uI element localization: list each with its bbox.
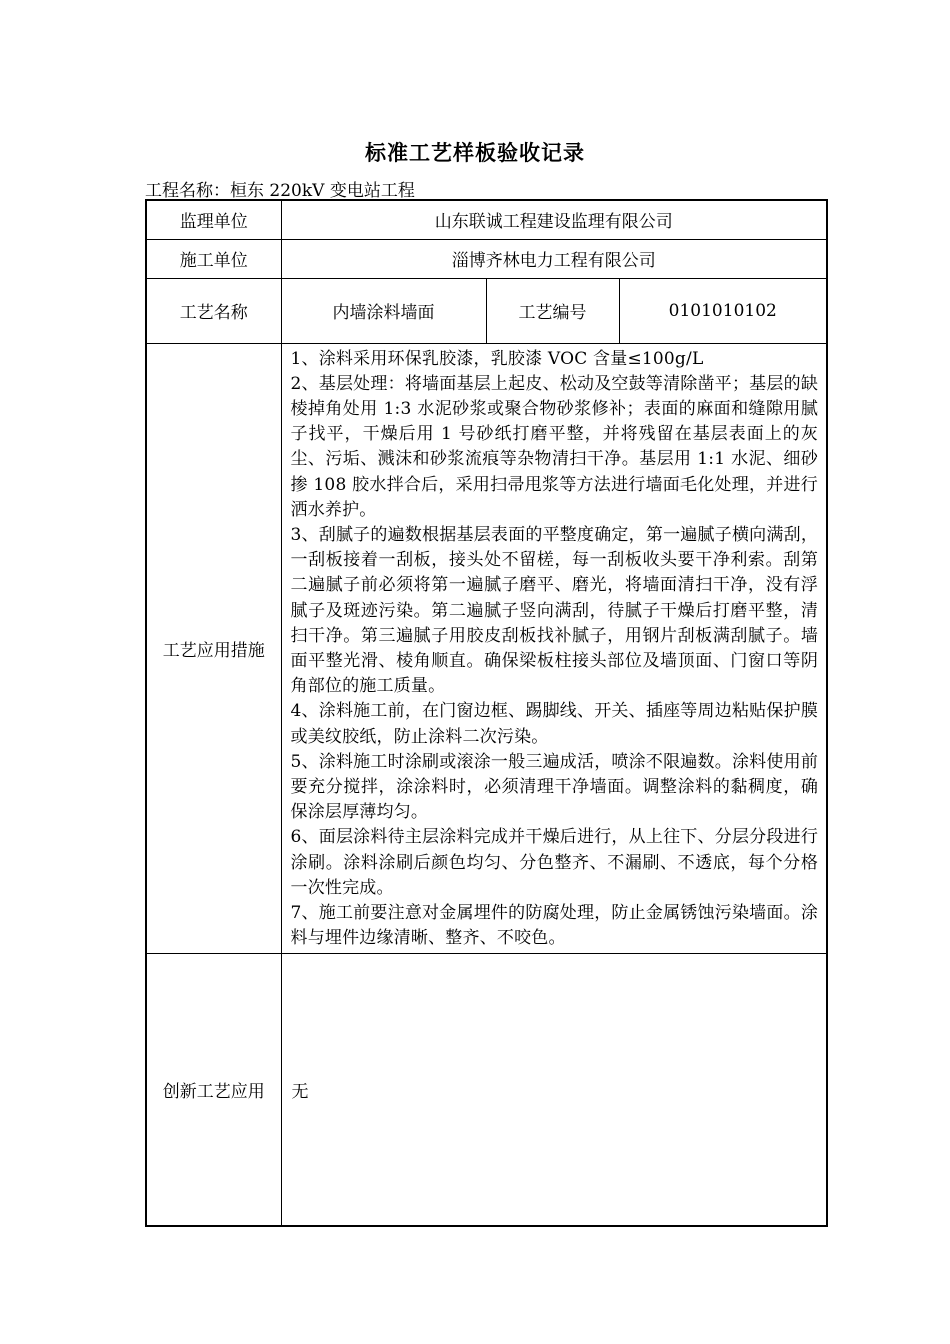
- project-name: 工程名称：桓东 220kV 变电站工程: [145, 181, 415, 201]
- process-code-label: 工艺编号: [486, 278, 619, 343]
- measures-content: [281, 343, 827, 954]
- row-measures: [146, 343, 827, 954]
- page-title: 标准工艺样板验收记录: [365, 140, 585, 165]
- construction-label: 施工单位: [146, 239, 281, 278]
- measure-item: 5、涂料施工时涂刷或滚涂一般三遍成活，喷涂不限遍数。涂料使用前要充分搅拌，涂涂料时，必须清理干净墙面。调整涂料的黏稠度，确保涂层厚薄均匀。: [290, 751, 819, 823]
- measure-item: 2、基层处理：将墙面基层上起皮、松动及空鼓等清除凿平；基层的缺棱掉角处用 1:3 水泥砂浆或聚合物砂浆修补；表面的麻面和缝隙用腻子找平，干燥后用 1 号砂纸打磨平整，并将残留在基层表面上的灰尘、污垢、溅沫和砂浆流痕等杂物清扫干净。基层用 1:1 水泥、细砂掺 108 胶水拌合后，采用扫帚甩浆等方法进行墙面毛化处理，并进行洒水养护。: [290, 373, 819, 520]
- process-name-value: 内墙涂料墙面: [281, 278, 486, 343]
- row-process: [146, 278, 827, 343]
- measure-item: 1、涂料采用环保乳胶漆，乳胶漆 VOC 含量≤100g/L: [290, 348, 704, 369]
- process-name-label: 工艺名称: [146, 278, 281, 343]
- supervision-value: 山东联诚工程建设监理有限公司: [281, 200, 827, 239]
- row-innovation: [146, 954, 827, 1226]
- measure-item: 3、刮腻子的遍数根据基层表面的平整度确定，第一遍腻子横向满刮，一刮板接着一刮板，接头处不留槎，每一刮板收头要干净利索。刮第二遍腻子前必须将第一遍腻子磨平、磨光，将墙面清扫干净，没有浮腻子及斑迹污染。第二遍腻子竖向满刮，待腻子干燥后打磨平整，清扫干净。第三遍腻子用胶皮刮板找补腻子，用钢片刮板满刮腻子。墙面平整光滑、棱角顺直。确保梁板柱接头部位及墙顶面、门窗口等阴角部位的施工质量。: [290, 524, 819, 697]
- measure-item: 7、施工前要注意对金属埋件的防腐处理，防止金属锈蚀污染墙面。涂料与埋件边缘清晰、整齐、不咬色。: [290, 902, 819, 949]
- measure-item: 6、面层涂料待主层涂料完成并干燥后进行，从上往下、分层分段进行涂刷。涂料涂刷后颜色均匀、分色整齐、不漏刷、不透底，每个分格一次性完成。: [290, 827, 819, 898]
- construction-value: 淄博齐林电力工程有限公司: [281, 239, 827, 278]
- acceptance-record-table: [145, 199, 828, 1227]
- innovation-value: 无: [281, 954, 827, 1226]
- measures-label: 工艺应用措施: [146, 343, 281, 954]
- measure-item: 4、涂料施工前，在门窗边框、踢脚线、开关、插座等周边粘贴保护膜或美纹胶纸，防止涂料二次污染。: [290, 701, 819, 747]
- process-code-value: 0101010102: [619, 278, 827, 343]
- row-supervision: [146, 200, 827, 239]
- innovation-label: 创新工艺应用: [146, 954, 281, 1226]
- row-construction: [146, 239, 827, 278]
- supervision-label: 监理单位: [146, 200, 281, 239]
